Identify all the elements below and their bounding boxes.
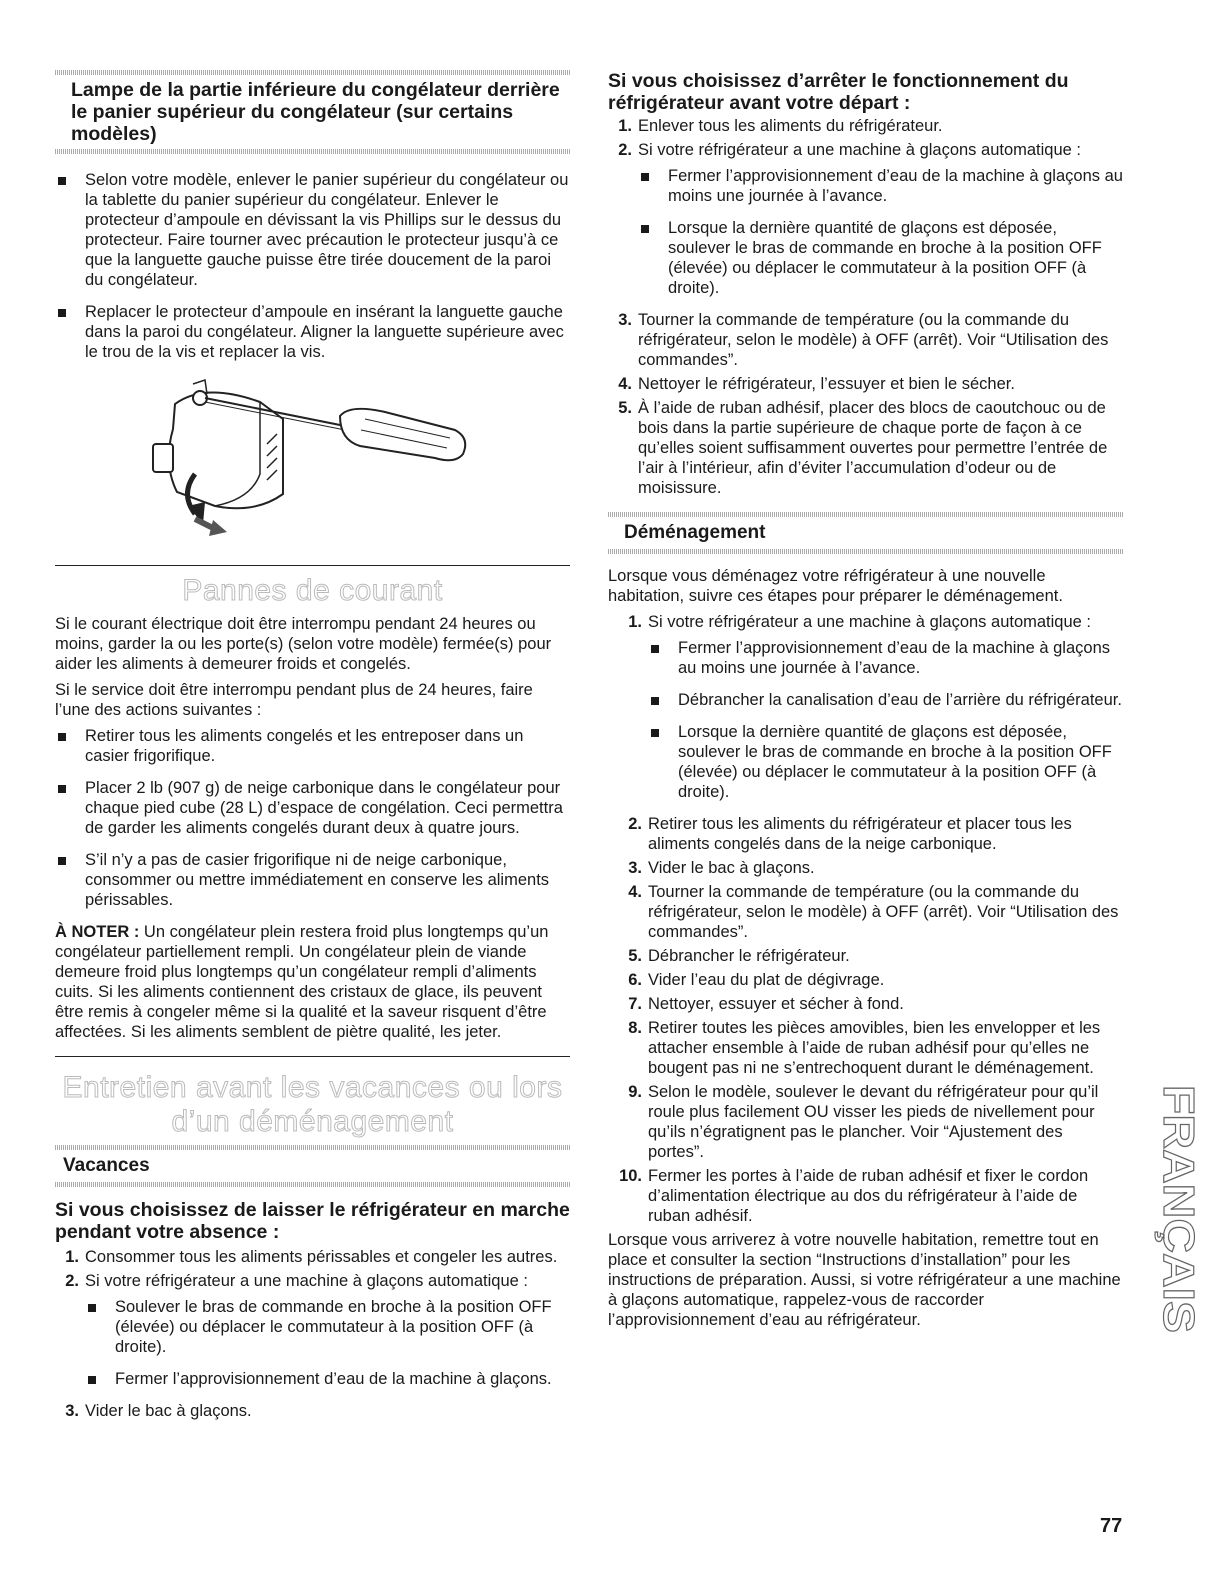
step-number: 7.	[628, 995, 642, 1013]
step-number: 1.	[628, 613, 642, 631]
title-line-1: Entretien avant les vacances ou lors	[62, 1071, 563, 1104]
power-bullets	[55, 726, 570, 910]
language-side-tab	[1152, 1085, 1204, 1335]
list-item	[618, 882, 1123, 942]
step-number: 2.	[65, 1272, 79, 1290]
step-text: Enlever tous les aliments du réfrigérateur.	[638, 117, 943, 135]
step-text: Vider l’eau du plat de dégivrage.	[648, 971, 885, 989]
list-item: Retirer tous les aliments congelés et les entreposer dans un casier frigorifique.	[55, 726, 570, 766]
stop-steps	[608, 116, 1123, 498]
list-item	[608, 116, 1123, 136]
step-number: 3.	[628, 859, 642, 877]
list-item	[618, 1018, 1123, 1078]
step-number: 10.	[619, 1167, 642, 1185]
list-item	[608, 140, 1123, 298]
power-outage-title: Pannes de courant	[182, 574, 443, 607]
list-item	[55, 1247, 570, 1267]
list-item	[618, 1166, 1123, 1226]
list-item	[608, 374, 1123, 394]
note-text: Un congélateur plein restera froid plus longtemps qu’un congélateur partiellement rempli. Un congélateur plein de viande demeure froid plus longtemps qu’un congélateur rempli d’aliments cuits. Si les aliments contiennent des cristaux de glace, ils peuvent être remis à congeler même si la qualité et la saveur risquent d’être affectées. Si les aliments semblent de piètre qualité, les jeter.	[55, 923, 549, 1041]
list-item	[618, 994, 1123, 1014]
moving-section-heading: Déménagement	[624, 522, 766, 543]
step-text: Tourner la commande de température (ou la commande du réfrigérateur, selon le modèle) à OFF (arrêt). Voir “Utilisation des commandes”.	[648, 883, 1119, 941]
step-number: 1.	[65, 1248, 79, 1266]
step-number: 4.	[618, 375, 632, 393]
page-number: 77	[1100, 1515, 1123, 1537]
step-number: 3.	[65, 1402, 79, 1420]
vacation-steps	[55, 1247, 570, 1421]
vacation-moving-title	[55, 1071, 570, 1139]
hatch-divider	[55, 149, 570, 154]
list-item	[55, 1271, 570, 1389]
lamp-shield-illustration	[55, 374, 570, 539]
list-item: Fermer l’approvisionnement d’eau de la machine à glaçons au moins une journée à l’avance.	[648, 638, 1123, 678]
list-item: Fermer l’approvisionnement d’eau de la machine à glaçons au moins une journée à l’avance.	[638, 166, 1123, 206]
list-item	[618, 858, 1123, 878]
step-number: 9.	[628, 1083, 642, 1101]
moving-intro: Lorsque vous déménagez votre réfrigérateur à une nouvelle habitation, suivre ces étapes pour préparer le déménagement.	[608, 567, 1063, 605]
section-rule	[55, 1056, 570, 1057]
vacation-section-heading: Vacances	[63, 1155, 150, 1176]
moving-outro: Lorsque vous arriverez à votre nouvelle habitation, remettre tout en place et consulter la section “Instructions d’installation” pour les instructions de préparation. Aussi, si votre réfrigérateur a une machine à glaçons automatique, rappelez-vous de raccorder l’approvisionnement d’eau au réfrigérateur.	[608, 1231, 1121, 1329]
sub-bullets	[648, 638, 1123, 802]
list-item: Placer 2 lb (907 g) de neige carbonique dans le congélateur pour chaque pied cube (28 L) d’espace de congélation. Ceci permettra de garder les aliments congelés durant deux à quatre jours.	[55, 778, 570, 838]
title-line-2: d’un déménagement	[171, 1105, 454, 1138]
hatch-divider	[55, 1182, 570, 1187]
power-paragraph-2: Si le service doit être interrompu pendant plus de 24 heures, faire l’une des actions suivantes :	[55, 681, 533, 719]
step-text: Vider le bac à glaçons.	[85, 1402, 252, 1420]
side-tab-text: FRANÇAIS	[1154, 1085, 1203, 1313]
list-item: S’il n’y a pas de casier frigorifique ni de neige carbonique, consommer ou mettre immédiatement en conserve les aliments périssables.	[55, 850, 570, 910]
language-tab-graphic	[1152, 1085, 1204, 1335]
power-paragraph-1: Si le courant électrique doit être interrompu pendant 24 heures ou moins, garder la ou les porte(s) (selon votre modèle) fermée(s) pour aider les aliments à demeurer froids et congelés.	[55, 615, 552, 673]
list-item	[618, 1082, 1123, 1162]
list-item: Soulever le bras de commande en broche à la position OFF (élevée) ou déplacer le commutateur à la position OFF (à droite).	[85, 1297, 570, 1357]
step-text: Retirer toutes les pièces amovibles, bien les envelopper et les attacher ensemble à l’aide de ruban adhésif pour qu’elles ne bougent pas ni ne s’entrechoquent durant le déménagement.	[648, 1019, 1101, 1077]
step-number: 3.	[618, 311, 632, 329]
step-number: 5.	[618, 399, 632, 417]
list-item	[618, 814, 1123, 854]
lamp-heading: Lampe de la partie inférieure du congélateur derrière le panier supérieur du congélateur (sur certains modèles)	[71, 79, 560, 145]
hatch-divider	[608, 549, 1123, 554]
step-number: 2.	[618, 141, 632, 159]
stop-heading: Si vous choisissez d’arrêter le fonctionnement du réfrigérateur avant votre départ :	[608, 70, 1069, 114]
vacation-subheading: Si vous choisissez de laisser le réfrigérateur en marche pendant votre absence :	[55, 1199, 570, 1243]
list-item: Lorsque la dernière quantité de glaçons est déposée, soulever le bras de commande en broche à la position OFF (élevée) ou déplacer le commutateur à la position OFF (à droite).	[638, 218, 1123, 298]
moving-steps	[608, 612, 1123, 1226]
step-text: Consommer tous les aliments périssables et congeler les autres.	[85, 1248, 558, 1266]
step-number: 4.	[628, 883, 642, 901]
step-text: Fermer les portes à l’aide de ruban adhésif et fixer le cordon d’alimentation électrique au dos du réfrigérateur à l’aide de ruban adhésif.	[648, 1167, 1089, 1225]
list-item: Lorsque la dernière quantité de glaçons est déposée, soulever le bras de commande en broche à la position OFF (élevée) ou déplacer le commutateur à la position OFF (à droite).	[648, 722, 1123, 802]
list-item: Replacer le protecteur d’ampoule en insérant la languette gauche dans la paroi du congélateur. Aligner la languette supérieure avec le trou de la vis et replacer la vis.	[55, 302, 570, 362]
list-item	[618, 946, 1123, 966]
step-text: Selon le modèle, soulever le devant du réfrigérateur pour qu’il roule plus facilement OU visser les pieds de nivellement pour qu’ils n’égratignent pas le plancher. Voir “Ajustement des portes”.	[648, 1083, 1099, 1161]
step-text: Vider le bac à glaçons.	[648, 859, 815, 877]
list-item	[618, 612, 1123, 802]
left-column	[55, 70, 570, 1425]
step-number: 8.	[628, 1019, 642, 1037]
list-item	[608, 310, 1123, 370]
list-item: Selon votre modèle, enlever le panier supérieur du congélateur ou la tablette du panier supérieur du congélateur. Enlever le protecteur d’ampoule en dévissant la vis Phillips sur le dessus du protecteur. Faire tourner avec précaution le protecteur jusqu’à ce que la languette gauche puisse être tirée doucement de la paroi du congélateur.	[55, 170, 570, 290]
section-rule	[55, 565, 570, 566]
step-number: 5.	[628, 947, 642, 965]
list-item	[618, 970, 1123, 990]
step-text: Si votre réfrigérateur a une machine à glaçons automatique :	[648, 613, 1092, 631]
step-number: 1.	[618, 117, 632, 135]
step-number: 2.	[628, 815, 642, 833]
step-text: Débrancher le réfrigérateur.	[648, 947, 850, 965]
sub-bullets	[638, 166, 1123, 298]
sub-bullets	[85, 1297, 570, 1389]
step-text: Si votre réfrigérateur a une machine à glaçons automatique :	[85, 1272, 529, 1290]
list-item: Débrancher la canalisation d’eau de l’arrière du réfrigérateur.	[648, 690, 1123, 710]
right-column	[608, 70, 1123, 1336]
power-note	[55, 922, 570, 1042]
lamp-bullets	[55, 170, 570, 362]
step-text: À l’aide de ruban adhésif, placer des blocs de caoutchouc ou de bois dans la partie supérieure de chaque porte de façon à ce qu’elles soient suffisamment ouvertes pour permettre l’entrée de l’air à l’intérieur, afin d’éviter l’accumulation d’odeur ou de moisissure.	[638, 399, 1108, 497]
step-text: Nettoyer, essuyer et sécher à fond.	[648, 995, 904, 1013]
step-text: Si votre réfrigérateur a une machine à glaçons automatique :	[638, 141, 1082, 159]
step-text: Nettoyer le réfrigérateur, l’essuyer et bien le sécher.	[638, 375, 1015, 393]
note-label: À NOTER :	[55, 923, 140, 941]
step-text: Retirer tous les aliments du réfrigérateur et placer tous les aliments congelés dans de la neige carbonique.	[648, 815, 1072, 853]
list-item	[608, 398, 1123, 498]
list-item: Fermer l’approvisionnement d’eau de la machine à glaçons.	[85, 1369, 570, 1389]
step-text: Tourner la commande de température (ou la commande du réfrigérateur, selon le modèle) à OFF (arrêt). Voir “Utilisation des commandes”.	[638, 311, 1109, 369]
step-number: 6.	[628, 971, 642, 989]
screwdriver-lamp-shield-drawing	[55, 374, 570, 539]
list-item	[55, 1401, 570, 1421]
